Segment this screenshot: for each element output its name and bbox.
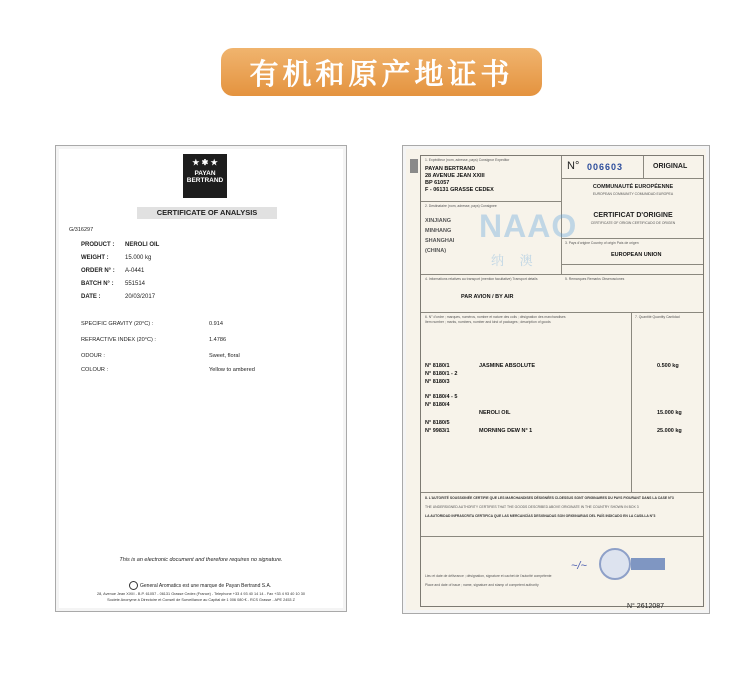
exporter-line-1: PAYAN BERTRAND (425, 166, 476, 172)
divider (631, 312, 632, 492)
divider (421, 492, 703, 493)
side-margin (410, 159, 418, 609)
remarks-label: 5. Remarques Remarks Observaciones (565, 277, 625, 281)
certificate-title: CERTIFICAT D'ORIGINE (593, 212, 673, 219)
analysis-paper (59, 149, 343, 608)
payan-bertrand-logo (183, 154, 227, 198)
field-value: 20/03/2017 (125, 294, 156, 300)
exporter-line-3: BP 61057 (425, 180, 450, 186)
item-1-mark-2: N° 8180/1 - 2 (425, 371, 458, 377)
field-key: WEIGHT : (81, 255, 109, 261)
side-band (410, 159, 418, 173)
divider (421, 536, 703, 537)
form-grid (420, 155, 704, 610)
field-key: PRODUCT : (81, 242, 115, 248)
origin-certificate-image (402, 145, 710, 614)
spec-colour-label: COLOUR : (81, 367, 109, 373)
field-date (81, 293, 155, 301)
spec-gravity-label: SPECIFIC GRAVITY (20°C) : (81, 321, 154, 327)
spec-gravity-value: 0.914 (209, 321, 223, 327)
divider (561, 178, 703, 179)
spec-colour-value: Yellow to ambered (209, 367, 255, 373)
consignee-line-2: MINHANG (425, 228, 452, 234)
logo-stars: ★ ✱ ★ (192, 158, 218, 167)
consignee-line-4: (CHINA) (425, 248, 447, 254)
divider (561, 264, 703, 265)
item-2-quantity: 15.000 kg (657, 410, 682, 416)
field-order (81, 267, 144, 275)
watermark-naao: NAAO (479, 208, 578, 244)
spec-refractive-value: 1.4786 (209, 337, 227, 343)
analysis-certificate-image (55, 145, 347, 612)
field-value: 15.000 kg (125, 255, 152, 261)
item-3-description: MORNING DEW N° 1 (479, 428, 533, 434)
goods-label: 6. N° d'ordre ; marques, numéros, nombre et nature des colis ; désignation des marchandises (425, 315, 566, 319)
analysis-title: CERTIFICATE OF ANALYSIS (137, 207, 277, 219)
item-2-description: NEROLI OIL (479, 410, 511, 416)
analysis-reference: G/316297 (69, 227, 94, 233)
certificate-subtitle: CERTIFICATE OF ORIGIN CERTIFICADO DE ORIGEN (590, 221, 676, 225)
spec-odour-value: Sweet, floral (209, 353, 240, 359)
field-key: BATCH N° : (81, 281, 114, 287)
field-value: A-0441 (125, 268, 145, 274)
logo-line-2: BERTRAND (186, 177, 224, 184)
goods-sublabel: Item number ; marks, numbers, number and kind of packages ; description of goods (425, 320, 551, 324)
field-weight (81, 254, 151, 262)
declaration-fr: 8. L'AUTORITÉ SOUSSIGNÉE CERTIFIE QUE LES MARCHANDISES DÉSIGNÉES CI-DESSUS SONT ORIGINAIRES DU PAYS FIGURANT DANS LA CASE N°3 (425, 496, 674, 500)
company-legal: Societe Anonyme à Directoire et Conseil de Surveillance au Capital de 1 006 080 € - RCS Grasse - APE 2453 Z (107, 598, 295, 602)
item-1-quantity: 0.500 kg (657, 363, 679, 369)
field-value: 551514 (125, 281, 146, 287)
spec-refractive-label: REFRACTIVE INDEX (20°C) : (81, 337, 156, 343)
field-value: NEROLI OIL (125, 242, 160, 248)
item-1-mark-1: N° 8180/1 (425, 363, 450, 369)
quantity-label: 7. Quantité Quantity Cantidad (635, 315, 680, 319)
watermark-cn: 纳 澳 (491, 253, 539, 268)
field-key: ORDER N° : (81, 268, 115, 274)
certificate-number: 006603 (587, 162, 624, 172)
logo-line-1: PAYAN (194, 170, 216, 177)
banner-title: 有机和原产地证书 (249, 56, 514, 91)
declaration-en: THE UNDERSIGNED AUTHORITY CERTIFIES THAT THE GOODS DESCRIBED ABOVE ORIGINATE IN THE COUNTRY SHOWN IN BOX 3 (425, 505, 639, 509)
item-2-mark-2: N° 8180/4 (425, 402, 450, 408)
item-3-quantity: 25.000 kg (657, 428, 682, 434)
divider (421, 201, 561, 202)
field-key: DATE : (81, 294, 101, 300)
declaration-es: LA AUTORIDAD INFRASCRITA CERTIFICA QUE LAS MERCANCÍAS DESIGNADAS SON ORIGINARIAS DEL PAÍS INDICADO EN LA CASILLA N°3 (425, 514, 656, 518)
company-line (129, 581, 271, 590)
exporter-line-4: F - 06131 GRASSE CEDEX (425, 187, 494, 193)
original-label: ORIGINAL (653, 163, 688, 170)
number-prefix: N° (567, 160, 580, 172)
stamp-label (631, 558, 665, 570)
item-1-mark-3: N° 8180/3 (425, 379, 450, 385)
place-sublabel: Place and date of issue ; name, signature and stamp of competent authority (425, 583, 539, 587)
field-product (81, 241, 159, 249)
spec-odour-label: ODOUR : (81, 353, 105, 359)
divider (421, 274, 703, 275)
general-aromatics-logo-icon (129, 581, 138, 590)
item-1-description: JASMINE ABSOLUTE (479, 363, 536, 369)
company-address: 28, Avenue Jean XXIII - B.P. 61057 - 06131 Grasse Cedex (France) - Telephone +33 4 93 40 14 14 - Fax +33 4 93 40 10 30 (97, 592, 305, 596)
field-batch (81, 280, 145, 288)
country-origin-label: 3. Pays d'origine Country of origin País de origen (565, 241, 639, 245)
community-subtitle: EUROPEAN COMMUNITY COMUNIDAD EUROPEA (592, 192, 674, 196)
exporter-label: 1. Expéditeur (nom, adresse, pays) Consignor Expeditor (425, 158, 510, 162)
divider (561, 238, 703, 239)
place-label: Lieu et date de délivrance ; désignation, signature et cachet de l'autorité compétente (425, 574, 552, 578)
consignee-line-1: XINJIANG (425, 218, 451, 224)
item-3-mark-1: N° 8180/5 (425, 420, 450, 426)
consignee-line-3: SHANGHAI (425, 238, 455, 244)
company-text: General Aromatics est une marque de Payan Bertrand S.A. (140, 582, 272, 589)
transport-value: PAR AVION / BY AIR (461, 294, 514, 300)
divider (643, 156, 644, 178)
item-2-mark-1: N° 8180/4 - 5 (425, 394, 458, 400)
divider (421, 312, 703, 313)
origin-paper (406, 149, 706, 610)
section-banner (221, 48, 542, 96)
official-stamp (599, 548, 631, 580)
signature: ~/~ (571, 560, 587, 572)
item-3-mark-2: N° 9983/1 (425, 428, 450, 434)
transport-label: 4. Informations relatives au transport (mention facultative) Transport details (425, 277, 538, 281)
electronic-note: This is an electronic document and therefore requires no signature. (119, 557, 283, 563)
community-title: COMMUNAUTÉ EUROPÉENNE (592, 184, 674, 190)
certificate-serial: N° 2612087 (627, 603, 665, 610)
consignee-label: 2. Destinataire (nom, adresse, pays) Consignee (425, 204, 497, 208)
country-origin-value: EUROPEAN UNION (611, 252, 662, 258)
exporter-line-2: 28 AVENUE JEAN XXIII (425, 173, 485, 179)
